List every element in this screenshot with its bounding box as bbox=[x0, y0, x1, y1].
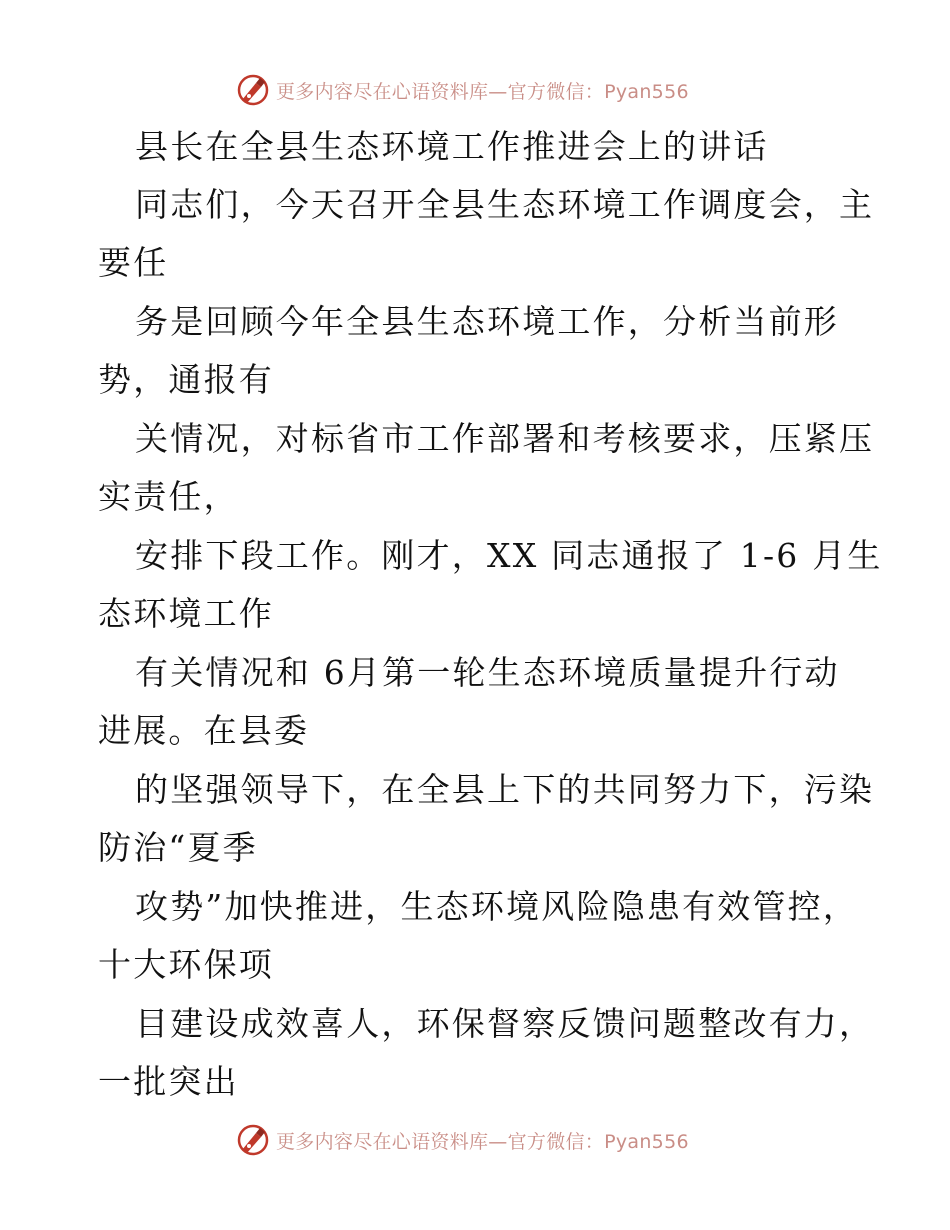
paragraph-line: 关情况，对标省市工作部署和考核要求，压紧压 bbox=[135, 419, 875, 458]
watermark-text: 更多内容尽在心语资料库—官方微信：Pyan556 bbox=[276, 80, 689, 103]
paragraph-line: 进展。在县委 bbox=[98, 711, 310, 750]
paragraph-line: 防治“夏季 bbox=[98, 828, 258, 867]
paragraph-line: 的坚强领导下，在全县上下的共同努力下，污染 bbox=[135, 770, 875, 809]
paragraph-line: 态环境工作 bbox=[98, 594, 274, 633]
paragraph-line: 务是回顾今年全县生态环境工作，分析当前形 bbox=[135, 302, 839, 341]
paragraph-line: 同志们，今天召开全县生态环境工作调度会，主 bbox=[135, 185, 875, 224]
document-title: 县长在全县生态环境工作推进会上的讲话 bbox=[135, 127, 769, 166]
paragraph-line: 目建设成效喜人，环保督察反馈问题整改有力， bbox=[135, 1004, 875, 1043]
paragraph-line: 有关情况和 6月第一轮生态环境质量提升行动 bbox=[135, 653, 840, 692]
watermark-text: 更多内容尽在心语资料库—官方微信：Pyan556 bbox=[276, 1130, 689, 1153]
pen-logo-icon bbox=[236, 1123, 270, 1157]
footer-watermark bbox=[236, 1122, 689, 1158]
paragraph-line: 攻势”加快推进，生态环境风险隐患有效管控， bbox=[135, 887, 859, 926]
paragraph-line: 实责任， bbox=[98, 477, 239, 516]
header-watermark bbox=[236, 72, 689, 108]
pen-logo-icon bbox=[236, 73, 270, 107]
paragraph-line: 势，通报有 bbox=[98, 360, 274, 399]
paragraph-line: 一批突出 bbox=[98, 1062, 239, 1101]
paragraph-line: 安排下段工作。刚才，XX 同志通报了 1-6 月生 bbox=[135, 536, 883, 575]
paragraph-line: 十大环保项 bbox=[98, 945, 274, 984]
paragraph-line: 要任 bbox=[98, 243, 169, 282]
